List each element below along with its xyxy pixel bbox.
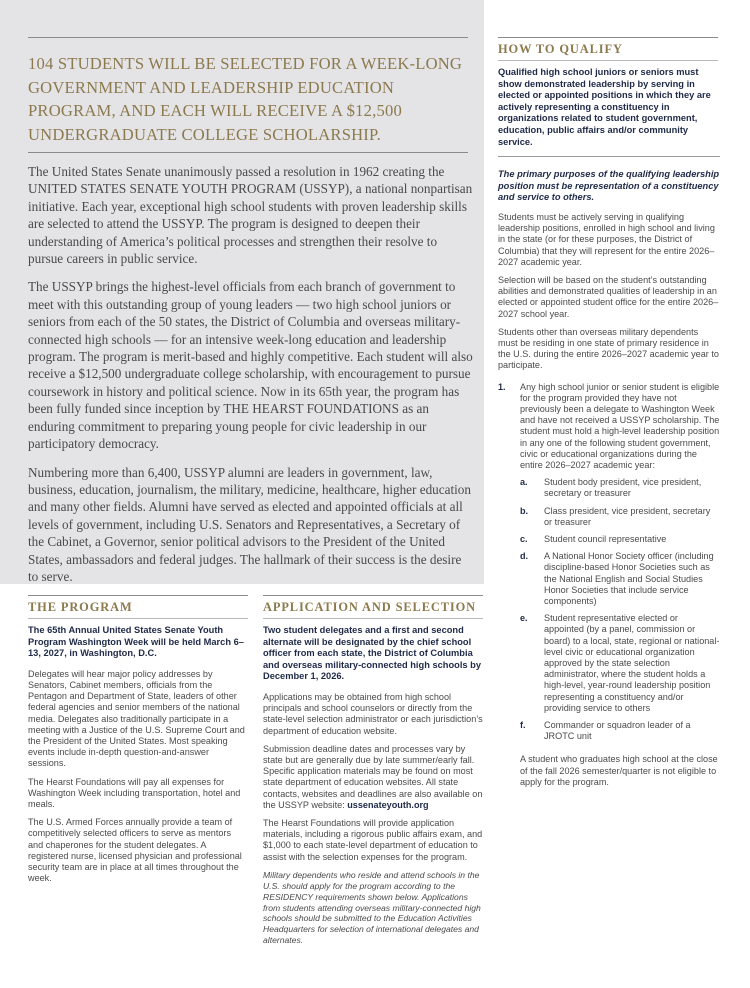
item-text: Student council representative <box>544 534 667 545</box>
qualify-lead: Qualified high school juniors or seniors must show demonstrated leadership by serving in elected or appointed positions in which they are actively representing a constituency in organizations related to student government, education, public affairs and/or community service. <box>498 67 711 147</box>
item-text: Student body president, vice president, secretary or treasurer <box>544 477 702 499</box>
item-text: Any high school junior or senior student is eligible for the program provided they have not previously been a delegate to Washington Week and have not received a USSYP scholarship. The student must hold a high-level leadership position in any one of the following student government, civic or educational organizations during the entire 2026–2027 academic year: <box>520 381 720 470</box>
application-lead: Two student delegates and a first and second alternate will be designated by the chief school officer from each state, the District of Columbia and overseas military-connected high schools by December 1, 2026. <box>263 625 482 682</box>
program-paragraph: Delegates will hear major policy addresses by Senators, Cabinet members, officials from the Pentagon and Department of State, leaders of other federal agencies and senior members of the national media. Delegates also traditionally participate in a meeting with a Justice of the U.S. Supreme Court and the President of the United States. Most speaking events include in-depth question-and-answer sessions. <box>28 668 245 769</box>
page-headline: 104 STUDENTS WILL BE SELECTED FOR A WEEK-LONG GOVERNMENT AND LEADERSHIP EDUCATION PROGRAM, AND EACH WILL RECEIVE A $12,500 UNDERGRADUATE COLLEGE SCHOLARSHIP. <box>28 54 463 144</box>
program-title: THE PROGRAM <box>28 600 133 614</box>
graduation-note: A student who graduates high school at the close of the fall 2026 semester/quarter is not eligible to apply for the program. <box>520 754 718 787</box>
qualify-paragraph: Selection will be based on the student’s outstanding abilities and demonstrated qualities of leadership in an elected or appointed student office for the entire 2026–2027 school year. <box>498 274 719 319</box>
qualify-divider <box>498 156 720 157</box>
application-heading <box>263 595 483 619</box>
intro-paragraph: The USSYP brings the highest-level officials from each branch of government to meet with this outstanding group of young leaders — two high school juniors or seniors from each of the 50 states, the District of Columbia and overseas military-connected high schools — for an intensive week-long education and leadership program. The program is merit-based and highly competitive. Each student will also receive a $12,500 undergraduate college scholarship, with encouragement to pursue coursework in history and political science. Now in its 65th year, the program has been fully funded since inception by THE HEARST FOUNDATIONS as an enduring commitment to preparing young people for civic leadership in our participatory democracy. <box>28 279 473 452</box>
website-link[interactable]: ussenateyouth.org <box>347 799 429 810</box>
qualify-purpose: The primary purposes of the qualifying leadership position must be representation of a constituency and service to others. <box>498 169 720 203</box>
application-paragraph <box>263 744 485 811</box>
application-deadline-text: Submission deadline dates and processes vary by state but are generally due by late summer/early fall. Specific application materials may be found on most state department of education websites. All state contacts, websites and deadlines are also available on the USSYP website: <box>263 743 483 810</box>
list-item <box>520 613 720 714</box>
item-text: Student representative elected or appointed (by a panel, commission or board) to a local, state, regional or national-level civic or educational organization approved by the state selection administrator, where the student holds a high-level, year-round leadership position representing a constituency and/or providing service to others <box>544 613 720 713</box>
intro-paragraph: The United States Senate unanimously passed a resolution in 1962 creating the UNITED STATES SENATE YOUTH PROGRAM (USSYP), a national nonpartisan initiative. Each year, exceptional high school students with proven leadership skills are selected to attend the USSYP. The program is designed to deepen their understanding of America’s political processes and strengthen their resolve to pursue careers in public service. <box>28 164 473 267</box>
application-paragraph: The Hearst Foundations will provide application materials, including a rigorous public affairs exam, and $1,000 to each state-level department of education to assist with the selection expenses for the program. <box>263 818 483 862</box>
item-letter: f. <box>520 720 526 731</box>
item-text: Commander or squadron leader of a JROTC unit <box>544 720 691 742</box>
application-title: APPLICATION AND SELECTION <box>263 600 476 614</box>
item-letter: c. <box>520 534 528 545</box>
eligibility-item <box>498 382 720 749</box>
position-list <box>520 477 720 742</box>
list-item <box>520 506 720 528</box>
list-item <box>520 477 720 499</box>
program-column <box>28 625 248 891</box>
program-paragraph: The Hearst Foundations will pay all expenses for Washington Week including transportation, hotel and meals. <box>28 776 241 810</box>
qualify-column <box>498 67 720 795</box>
item-text: A National Honor Society officer (including discipline-based Honor Societies such as the National English and Social Studies Honor Societies that include service components) <box>544 551 714 607</box>
list-item <box>520 534 720 545</box>
qualify-heading <box>498 37 718 61</box>
list-item <box>520 720 720 742</box>
item-letter: e. <box>520 613 528 624</box>
application-paragraph: Applications may be obtained from high school principals and school counselors or directly from the state-level selection administrator or each jurisdiction’s department of education website. <box>263 691 483 736</box>
military-note: Military dependents who reside and attend schools in the U.S. should apply for the program according to the RESIDENCY requirements shown below. Applications from students attending overseas military-connected high schools should be submitted to the Education Activities Headquarters for selection of international delegates and alternates. <box>263 869 481 946</box>
qualify-paragraph: Students must be actively serving in qualifying leadership positions, enrolled in high school and living in the state (or for these purposes, the District of Columbia) that they will represent for the entire 2026–2027 academic year. <box>498 211 715 267</box>
item-text: Class president, vice president, secretary or treasurer <box>544 505 711 527</box>
item-number: 1. <box>498 381 506 392</box>
application-column <box>263 625 485 953</box>
headline-bottom-rule <box>28 152 468 153</box>
intro-text <box>28 163 474 596</box>
headline-top-rule <box>28 37 468 38</box>
list-item <box>520 551 720 607</box>
item-letter: a. <box>520 477 528 488</box>
intro-paragraph: Numbering more than 6,400, USSYP alumni are leaders in government, law, business, education, journalism, the military, medicine, healthcare, higher education and many other fields. Alumni have served as elected and appointed officials at all levels of government, including U.S. Senators and Representatives, a Secretary of the Cabinet, a Governor, senior political advisors to the President of the United States, ambassadors and federal judges. The hallmark of their success is the desire to serve. <box>28 464 471 584</box>
qualify-paragraph: Students other than overseas military dependents must be residing in one state of primary residence in the U.S. during the entire 2026–2027 academic year to participate. <box>498 326 719 371</box>
program-heading <box>28 595 248 619</box>
item-letter: d. <box>520 551 529 562</box>
program-paragraph: The U.S. Armed Forces annually provide a team of competitively selected officers to serve as mentors and chaperones for the student delegates. A registered nurse, licensed physician and professional security team are in place at all times throughout the week. <box>28 817 242 884</box>
item-letter: b. <box>520 505 529 516</box>
qualify-title: HOW TO QUALIFY <box>498 42 623 56</box>
program-lead: The 65th Annual United States Senate Youth Program Washington Week will be held March 6–13, 2027, in Washington, D.C. <box>28 625 244 659</box>
